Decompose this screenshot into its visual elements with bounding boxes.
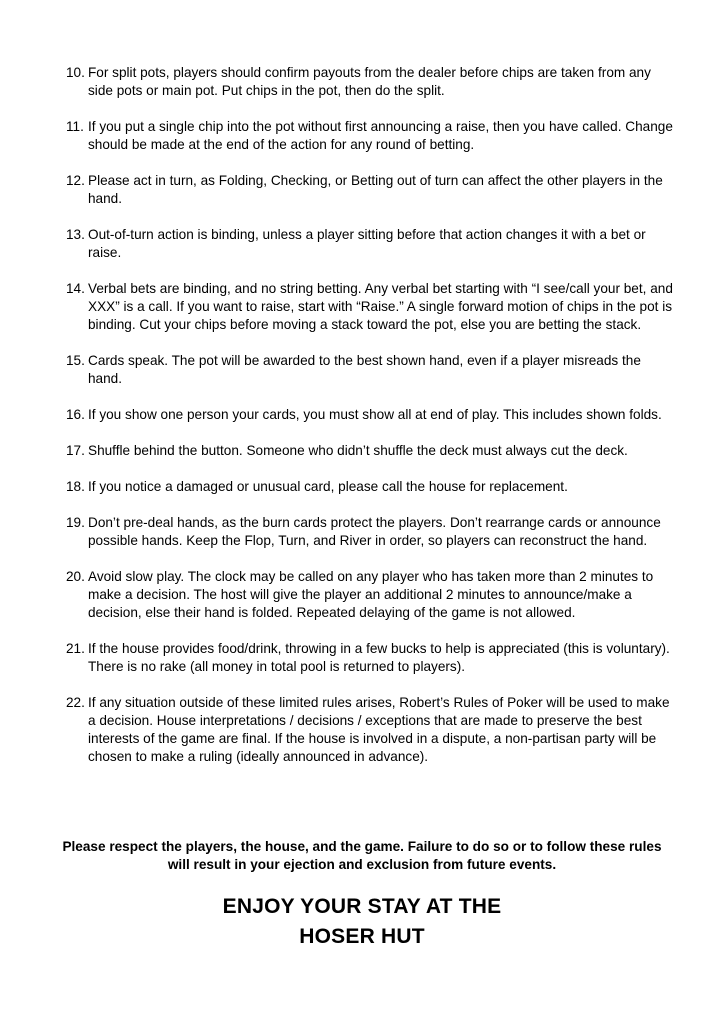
rule-item (66, 694, 676, 766)
rule-number: 16. (66, 407, 85, 422)
rules-list (66, 64, 676, 784)
closing-heading-line-1: ENJOY YOUR STAY AT THE (222, 895, 502, 919)
rule-text: If you show one person your cards, you must show all at end of play. This includes shown folds. (88, 407, 662, 422)
rule-number: 14. (66, 281, 85, 296)
rule-item (66, 640, 676, 676)
rule-number: 10. (66, 65, 85, 80)
rule-item (66, 226, 676, 262)
rule-text: Don’t pre-deal hands, as the burn cards protect the players. Don’t rearrange cards or announce possible hands. Keep the Flop, Turn, and River in order, so players can reconstruct the hand. (88, 515, 661, 548)
rule-text: Verbal bets are binding, and no string betting. Any verbal bet starting with “I see/call your bet, and XXX” is a call. If you want to raise, start with “Raise.” A single forward motion of chips in the pot is binding. Cut your chips before moving a stack toward the pot, else you are betting the stack. (88, 281, 673, 332)
rule-number: 21. (66, 641, 85, 656)
rule-number: 11. (66, 119, 84, 134)
rule-number: 12. (66, 173, 85, 188)
rule-number: 13. (66, 227, 85, 242)
rule-text: For split pots, players should confirm payouts from the dealer before chips are taken from any side pots or main pot. Put chips in the pot, then do the split. (88, 65, 651, 98)
rule-item (66, 406, 676, 424)
rule-item (66, 64, 676, 100)
rule-number: 20. (66, 569, 85, 584)
rule-item (66, 442, 676, 460)
rule-text: If the house provides food/drink, throwing in a few bucks to help is appreciated (this is voluntary). There is no rake (all money in total pool is returned to players). (88, 641, 670, 674)
closing-heading (100, 892, 624, 952)
rule-text: Please act in turn, as Folding, Checking, or Betting out of turn can affect the other players in the hand. (88, 173, 663, 206)
rule-item (66, 352, 676, 388)
rule-item (66, 118, 676, 154)
closing-heading-line-2: HOSER HUT (299, 925, 425, 949)
rule-text: If you put a single chip into the pot without first announcing a raise, then you have called. Change should be made at the end of the action for any round of betting. (88, 119, 673, 152)
rule-text: Shuffle behind the button. Someone who didn’t shuffle the deck must always cut the deck. (88, 443, 628, 458)
rule-number: 15. (66, 353, 85, 368)
rule-item (66, 280, 676, 334)
rule-item (66, 568, 676, 622)
rule-number: 22. (66, 695, 85, 710)
rule-item (66, 514, 676, 550)
rule-number: 18. (66, 479, 85, 494)
rule-text: Out-of-turn action is binding, unless a player sitting before that action changes it with a bet or raise. (88, 227, 646, 260)
rule-text: Cards speak. The pot will be awarded to the best shown hand, even if a player misreads the hand. (88, 353, 641, 386)
rule-text: If you notice a damaged or unusual card, please call the house for replacement. (88, 479, 568, 494)
rule-item (66, 478, 676, 496)
rule-text: Avoid slow play. The clock may be called on any player who has taken more than 2 minutes to make a decision. The host will give the player an additional 2 minutes to announce/make a decision, else their hand is folded. Repeated delaying of the game is not allowed. (88, 569, 654, 620)
rule-text: If any situation outside of these limited rules arises, Robert’s Rules of Poker will be used to make a decision. House interpretations / decisions / exceptions that are made to preserve the best interests of the game are final. If the house is involved in a dispute, a non-partisan party will be chosen to make a ruling (ideally announced in advance). (88, 695, 670, 764)
rule-number: 19. (66, 515, 85, 530)
conduct-notice: Please respect the players, the house, and the game. Failure to do so or to follow these rules will result in your ejection and exclusion from future events. (62, 838, 662, 872)
rule-number: 17. (66, 443, 85, 458)
rule-item (66, 172, 676, 208)
